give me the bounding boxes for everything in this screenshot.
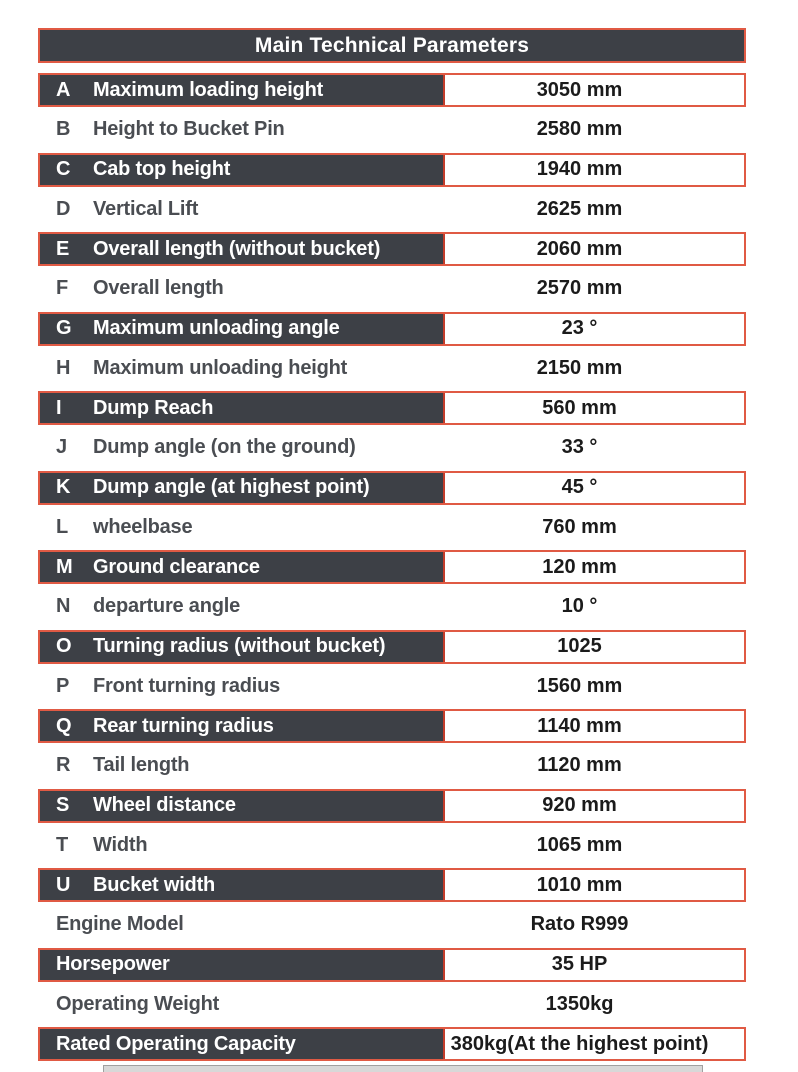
parameter-value: 3050 mm — [443, 75, 744, 105]
parameter-name: Overall length — [93, 277, 224, 300]
parameter-label-cell — [40, 950, 443, 980]
parameter-label-cell — [40, 632, 443, 662]
parameter-value: 1140 mm — [443, 711, 744, 741]
table-row — [38, 550, 746, 584]
parameter-letter: U — [56, 873, 71, 896]
parameter-name: Turning radius (without bucket) — [93, 635, 386, 657]
parameter-label-cell — [38, 584, 443, 630]
parameter-name: Maximum unloading angle — [93, 317, 340, 339]
parameter-label-cell — [40, 552, 443, 582]
parameter-name: Maximum unloading height — [93, 356, 348, 379]
parameter-name: Height to Bucket Pin — [93, 118, 285, 141]
table-row — [38, 232, 746, 266]
parameter-letter: C — [56, 158, 71, 180]
parameter-letter: D — [56, 197, 71, 220]
parameter-label-cell — [38, 107, 443, 153]
parameter-name: Dump angle (on the ground) — [93, 436, 356, 459]
parameter-letter: L — [56, 515, 69, 538]
parameter-letter: H — [56, 356, 71, 379]
parameter-label-cell — [38, 743, 443, 789]
parameter-label-cell — [40, 155, 443, 185]
table-row — [38, 187, 746, 233]
parameter-letter: M — [56, 555, 73, 578]
spec-table — [38, 28, 746, 1061]
parameter-letter: Q — [56, 714, 72, 737]
parameter-name: departure angle — [93, 595, 241, 618]
table-row — [38, 823, 746, 869]
parameter-name: Width — [93, 833, 148, 856]
table-row — [38, 153, 746, 187]
parameter-label-cell — [38, 346, 443, 392]
parameter-label-cell — [38, 664, 443, 710]
parameter-letter: N — [56, 595, 71, 618]
parameter-letter: P — [56, 674, 70, 697]
table-row — [38, 107, 746, 153]
table-row — [38, 630, 746, 664]
parameter-name: Bucket width — [93, 873, 216, 896]
parameter-value: 2580 mm — [443, 107, 746, 153]
table-row — [38, 902, 746, 948]
table-row — [38, 266, 746, 312]
parameter-letter: G — [56, 317, 72, 339]
parameter-label-cell — [38, 425, 443, 471]
parameter-letter: R — [56, 754, 71, 777]
parameter-value: 35 HP — [443, 950, 744, 980]
parameter-value: 1065 mm — [443, 823, 746, 869]
table-row — [38, 73, 746, 107]
parameter-name: Maximum loading height — [93, 78, 324, 101]
parameter-name: Ground clearance — [93, 555, 260, 578]
parameter-letter: F — [56, 277, 69, 300]
parameter-name: Front turning radius — [93, 674, 281, 697]
parameter-label-cell — [38, 823, 443, 869]
parameter-value: 2570 mm — [443, 266, 746, 312]
parameter-label-cell — [40, 711, 443, 741]
parameter-value: 10 ° — [443, 584, 746, 630]
parameter-name: Horsepower — [56, 953, 170, 975]
parameter-value: 560 mm — [443, 393, 744, 423]
parameter-label-cell — [40, 314, 443, 344]
parameter-value: 2060 mm — [443, 234, 744, 264]
parameter-label-cell — [40, 870, 443, 900]
parameter-value: 120 mm — [443, 552, 744, 582]
parameter-letter: T — [56, 833, 69, 856]
parameter-name: wheelbase — [93, 515, 193, 538]
table-row — [38, 789, 746, 823]
parameter-name: Tail length — [93, 754, 190, 777]
parameter-label-cell — [38, 266, 443, 312]
table-row — [38, 664, 746, 710]
parameter-label-cell — [38, 505, 443, 551]
parameter-value: 2625 mm — [443, 187, 746, 233]
table-row — [38, 868, 746, 902]
parameter-letter: S — [56, 794, 70, 816]
parameter-label-cell — [38, 902, 443, 948]
table-row — [38, 471, 746, 505]
parameter-name: Dump Reach — [93, 396, 214, 419]
parameter-letter: B — [56, 118, 71, 141]
parameter-name: Dump angle (at highest point) — [93, 476, 370, 498]
parameter-label-cell — [40, 473, 443, 503]
table-row — [38, 391, 746, 425]
parameter-value: 1025 — [443, 632, 744, 662]
parameter-letter: J — [56, 436, 68, 459]
parameter-letter: E — [56, 237, 70, 260]
parameter-value: 23 ° — [443, 314, 744, 344]
parameter-letter: I — [56, 396, 62, 419]
parameter-value: 1350kg — [443, 982, 746, 1028]
parameter-name: Vertical Lift — [93, 197, 199, 220]
parameter-label-cell — [40, 1029, 443, 1059]
parameter-value: 920 mm — [443, 791, 744, 821]
parameter-letter: K — [56, 476, 71, 498]
parameter-value: 380kg(At the highest point) — [443, 1029, 744, 1059]
table-row — [38, 346, 746, 392]
parameter-label-cell — [40, 791, 443, 821]
parameter-value: 1560 mm — [443, 664, 746, 710]
parameter-name: Operating Weight — [56, 992, 220, 1015]
parameter-value: 1010 mm — [443, 870, 744, 900]
parameter-letter: O — [56, 635, 72, 657]
parameter-letter: A — [56, 78, 71, 101]
parameter-label-cell — [38, 982, 443, 1028]
table-row — [38, 982, 746, 1028]
parameter-name: Overall length (without bucket) — [93, 237, 381, 260]
parameter-label-cell — [40, 393, 443, 423]
partial-bottom-element — [103, 1065, 703, 1072]
table-row — [38, 505, 746, 551]
parameter-value: 1120 mm — [443, 743, 746, 789]
parameter-label-cell — [40, 234, 443, 264]
table-title: Main Technical Parameters — [38, 28, 746, 63]
table-row — [38, 709, 746, 743]
parameter-value: 1940 mm — [443, 155, 744, 185]
parameter-value: 33 ° — [443, 425, 746, 471]
parameter-label-cell — [40, 75, 443, 105]
parameter-name: Wheel distance — [93, 794, 236, 816]
table-row — [38, 948, 746, 982]
parameter-name: Rated Operating Capacity — [56, 1032, 296, 1055]
parameters-rows — [38, 73, 746, 1061]
parameter-value: 760 mm — [443, 505, 746, 551]
parameter-name: Cab top height — [93, 158, 231, 180]
table-row — [38, 1027, 746, 1061]
parameter-value: Rato R999 — [443, 902, 746, 948]
parameter-name: Rear turning radius — [93, 714, 274, 737]
table-row — [38, 584, 746, 630]
table-row — [38, 425, 746, 471]
table-row — [38, 312, 746, 346]
parameter-label-cell — [38, 187, 443, 233]
parameter-name: Engine Model — [56, 913, 184, 936]
parameter-value: 45 ° — [443, 473, 744, 503]
table-row — [38, 743, 746, 789]
parameter-value: 2150 mm — [443, 346, 746, 392]
